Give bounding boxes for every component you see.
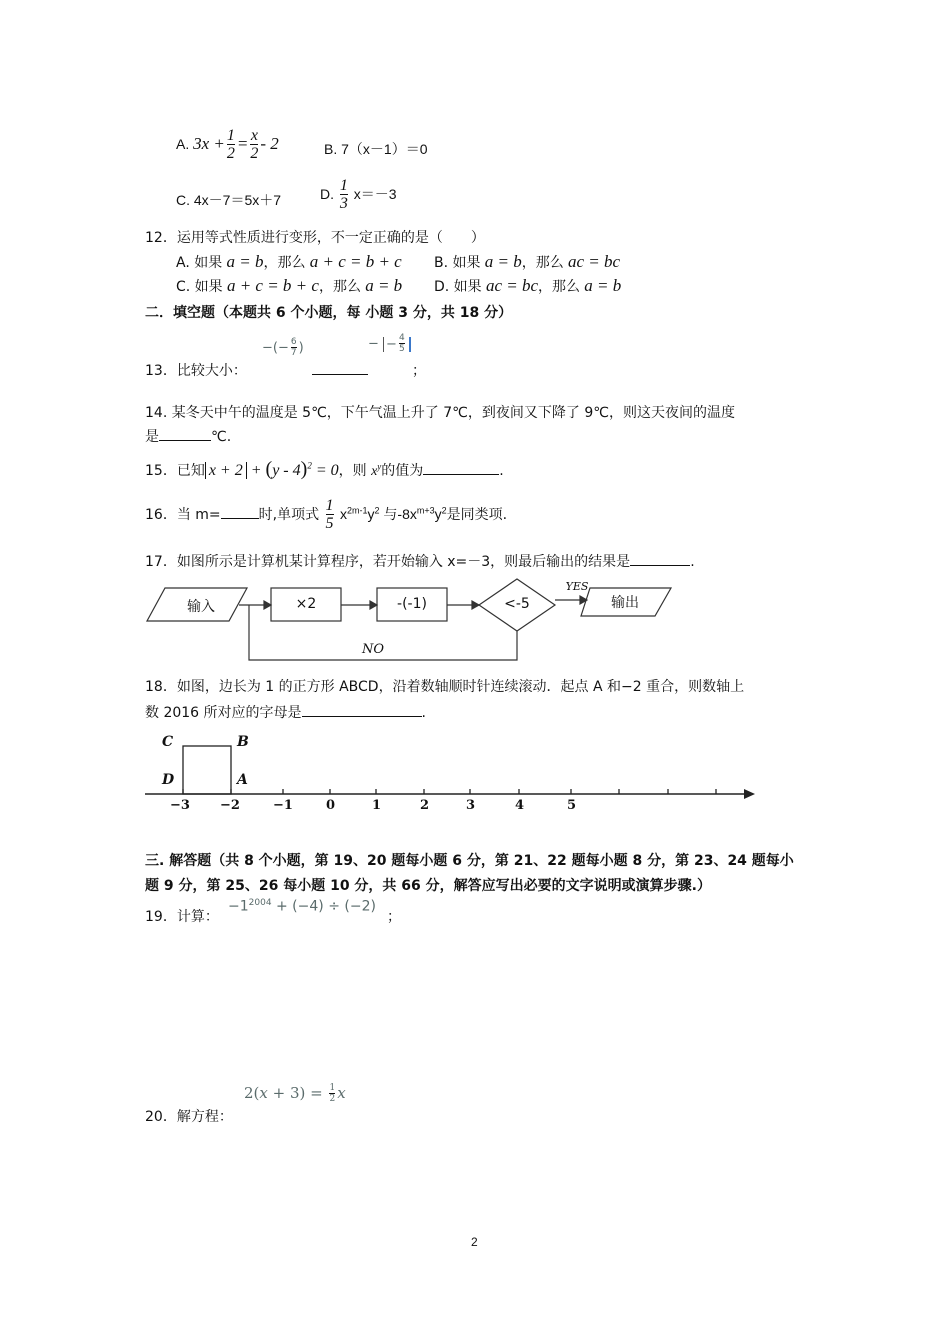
q11-d-label: D.: [320, 185, 334, 202]
q12-option-b: B. 如果 a = b，那么 ac = bc: [434, 252, 621, 271]
q14-line1: 14. 某冬天中午的温度是 5℃，下午气温上升了 7℃，到夜间又下降了 9℃，则这天夜间的温度: [145, 405, 735, 421]
tick-label: 0: [326, 798, 336, 813]
corner-a: A: [237, 772, 248, 788]
q13-tail: ；: [412, 363, 426, 379]
q13-text: 13．比较大小：: [145, 363, 247, 379]
q13-answer-blank[interactable]: [312, 360, 368, 375]
q14-answer-blank[interactable]: [159, 426, 211, 441]
q12-option-d: D. 如果 ac = bc，那么 a = b: [434, 276, 622, 295]
page-number: 2: [471, 1235, 478, 1249]
flow-yes: YES: [565, 580, 589, 593]
q16: 16．当 m= 时,单项式 $\frac{1}{5}$ $x^{2m-1}y^2$ 与$-8x^{m+3}y^2$是同类项.: [145, 497, 508, 532]
q19-text: 19．计算：: [145, 909, 219, 925]
square-abcd: [183, 746, 231, 794]
q12-option-c: C. 如果 a + c = b + c，那么 a = b: [176, 276, 403, 295]
flow-input: 输入: [187, 599, 215, 615]
tick-label: 2: [420, 798, 430, 813]
flowchart-lines: [143, 578, 683, 664]
q15-equation: x + 2 + (y - 4)$^2$ = 0: [205, 462, 339, 479]
q18-line1: 18．如图，边长为 1 的正方形 ABCD，沿着数轴顺时针连续滚动．起点 A 和−2 重合，则数轴上: [145, 679, 745, 695]
q18-number-line-figure: [143, 730, 763, 820]
q15: 15．已知 x + 2 + (y - 4)$^2$ = 0，则 $x^y$的值为 .: [145, 458, 504, 480]
q16-answer-blank[interactable]: [221, 504, 259, 519]
q13-left-expr: −(− $\frac{6}{7}$ ): [262, 337, 304, 358]
q12-stem: 12．运用等式性质进行变形，不一定正确的是（ ）: [145, 230, 485, 246]
q20-text: 20．解方程：: [145, 1109, 233, 1125]
q11-a-label: A.: [176, 135, 190, 152]
section2-heading: 二．填空题（本题共 6 个小题，每 小题 3 分，共 18 分）: [145, 305, 513, 321]
q11-option-a: [176, 128, 279, 162]
tick-label: −2: [220, 798, 240, 813]
q19-tail: ；: [387, 909, 401, 925]
q20-equation: 2(x + 3) = $\frac{1}{2}$ x: [244, 1083, 346, 1104]
q13-right-expr: − − $\frac{4}{5}$: [368, 334, 411, 354]
tick-label: −1: [273, 798, 293, 813]
corner-b: B: [237, 734, 249, 750]
section3-heading-line1: 三. 解答题（共 8 个小题，第 19、20 题每小题 6 分，第 21、22 题每小题 8 分，第 23、24 题每小: [145, 853, 794, 869]
section3-heading-line2: 题 9 分，第 25、26 每小题 10 分，共 66 分，解答应写出必要的文字说明或演算步骤.）: [145, 878, 711, 894]
flow-condition: <-5: [504, 596, 530, 612]
corner-d: D: [162, 772, 175, 788]
flow-output: 输出: [611, 595, 639, 611]
tick-label: 4: [515, 798, 525, 813]
q15-answer-blank[interactable]: [423, 460, 499, 475]
tick-label: −3: [170, 798, 190, 813]
q19-expression: $-1^{2004} + (-4) \div (-2)$: [228, 898, 376, 915]
q11-option-c: C. 4x－7＝5x＋7: [176, 192, 282, 208]
tick-label: 1: [372, 798, 382, 813]
q17-text: 17．如图所示是计算机某计算程序，若开始输入 x=－3，则最后输出的结果是 .: [145, 551, 695, 571]
q14-line2: 是 ℃.: [145, 426, 231, 446]
flow-no: NO: [361, 642, 385, 657]
q11-d-tail: x＝－3: [353, 185, 397, 202]
q17-answer-blank[interactable]: [630, 551, 690, 566]
q11-a-formula: 3x + $\frac{1}{2}$ = $\frac{x}{2}$ - 2: [193, 127, 279, 162]
q18-answer-blank[interactable]: [302, 702, 422, 717]
q11-option-b: B. 7（x－1）＝0: [324, 141, 428, 157]
q17-flowchart: [143, 578, 683, 664]
flow-times2: ×2: [295, 596, 317, 612]
q16-monomials: $x^{2m-1}y^2$ 与$-8x^{m+3}y^2$: [340, 505, 447, 522]
flow-minus: -(-1): [397, 596, 427, 612]
corner-c: C: [162, 734, 174, 750]
q18-line2: 数 2016 所对应的字母是 .: [145, 702, 426, 722]
tick-label: 3: [466, 798, 476, 813]
q12-option-a: A. 如果 a = b，那么 a + c = b + c: [176, 252, 402, 271]
q11-option-d: D. $\frac{1}{3}$ x＝－3: [320, 177, 397, 212]
tick-label: 5: [567, 798, 577, 813]
